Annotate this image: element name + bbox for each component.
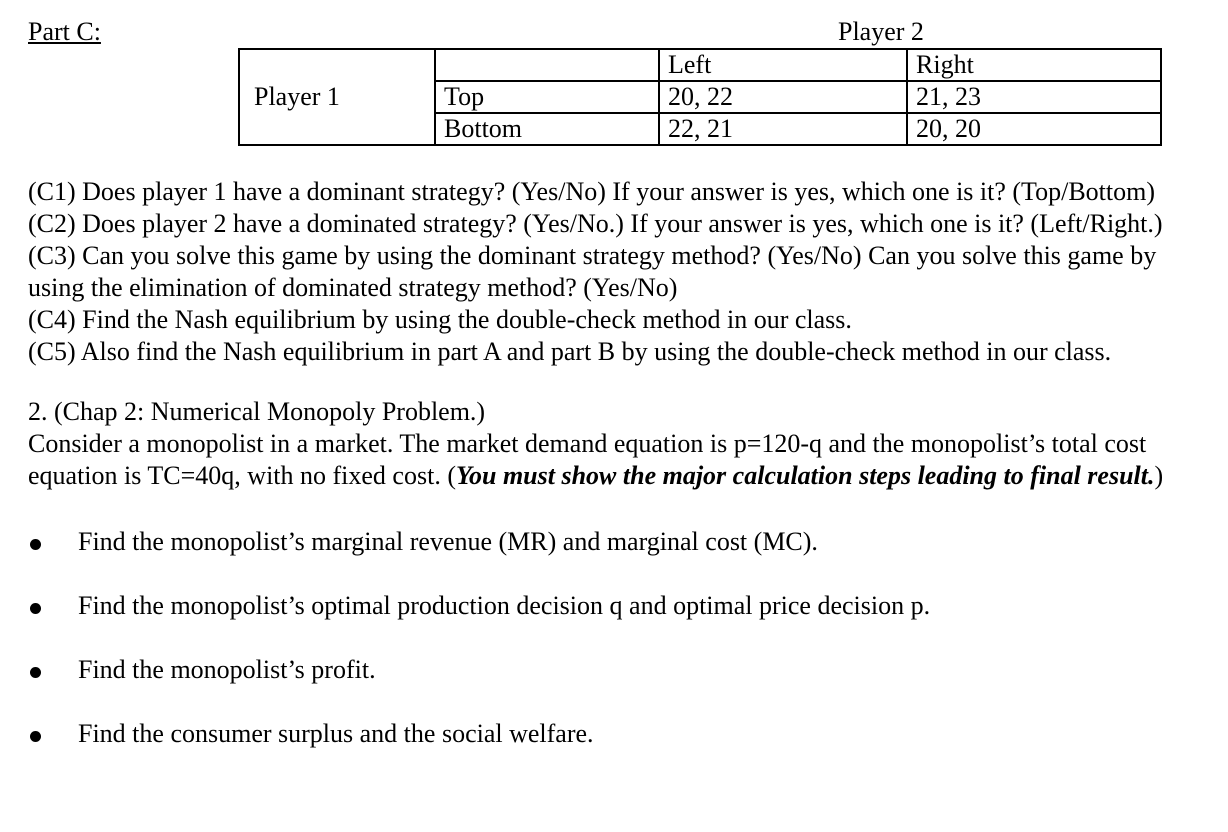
problem2-line1: Consider a monopolist in a market. The market demand equation is p=120-q and the monopolist’s total cost (28, 429, 1147, 458)
bullet-item-surplus-welfare: Find the consumer surplus and the social welfare. (78, 719, 594, 748)
payoff-top-left: 20, 22 (659, 81, 907, 113)
column-header-right: Right (907, 49, 1161, 81)
payoff-bottom-left: 22, 21 (659, 113, 907, 145)
part-title: Part C: (28, 17, 101, 46)
problem2-line2-suffix: ) (1154, 461, 1164, 490)
bullet-dot-icon (30, 603, 41, 614)
bullet-item-profit: Find the monopolist’s profit. (78, 655, 376, 684)
empty-header-cell (435, 49, 659, 81)
question-c1: (C1) Does player 1 have a dominant strategy? (Yes/No) If your answer is yes, which one is it? (Top/Bottom) (28, 177, 1156, 206)
problem2-heading: 2. (Chap 2: Numerical Monopoly Problem.) (28, 397, 486, 426)
question-c2: (C2) Does player 2 have a dominated strategy? (Yes/No.) If your answer is yes, which one is it? (Left/Right.) (28, 209, 1163, 238)
column-header-left: Left (659, 49, 907, 81)
bullet-dot-icon (30, 667, 41, 678)
question-c5: (C5) Also find the Nash equilibrium in part A and part B by using the double-check method in our class. (28, 337, 1112, 366)
problem2-line2 (28, 460, 1218, 492)
payoff-table (238, 48, 1162, 146)
question-c3-line2: using the elimination of dominated strategy method? (Yes/No) (28, 273, 678, 302)
bullet-dot-icon (30, 539, 41, 550)
player2-label: Player 2 (838, 17, 924, 46)
problem2-line2-prefix: equation is TC=40q, with no fixed cost. ( (28, 461, 456, 490)
table-header-row (239, 49, 1161, 81)
problem2-emphasis: You must show the major calculation steps leading to final result. (455, 461, 1155, 490)
bullet-item-mr-mc: Find the monopolist’s marginal revenue (MR) and marginal cost (MC). (78, 527, 818, 556)
payoff-bottom-right: 20, 20 (907, 113, 1161, 145)
row-strategy-bottom: Bottom (435, 113, 659, 145)
bullet-dot-icon (30, 731, 41, 742)
bullet-item-optimal-decision: Find the monopolist’s optimal production decision q and optimal price decision p. (78, 591, 931, 620)
question-c4: (C4) Find the Nash equilibrium by using the double-check method in our class. (28, 305, 852, 334)
question-c3-line1: (C3) Can you solve this game by using the dominant strategy method? (Yes/No) Can you solve this game by (28, 241, 1157, 270)
player1-label: Player 1 (239, 49, 435, 145)
row-strategy-top: Top (435, 81, 659, 113)
payoff-top-right: 21, 23 (907, 81, 1161, 113)
